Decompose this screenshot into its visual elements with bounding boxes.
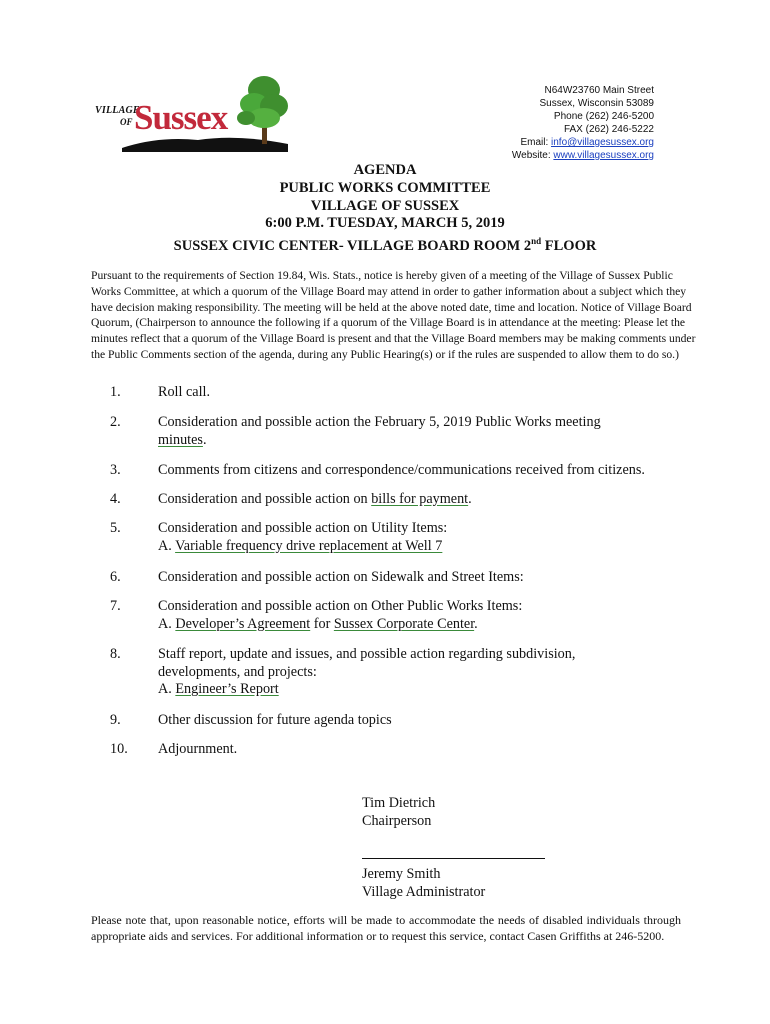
contact-website-row — [512, 149, 654, 162]
email-link[interactable]: info@villagesussex.org — [551, 137, 654, 148]
agenda-header — [0, 162, 770, 256]
contact-block — [512, 84, 654, 162]
corporate-center-link[interactable]: Sussex Corporate Center — [333, 615, 475, 632]
engineers-report-link[interactable]: Engineer’s Report — [175, 681, 279, 697]
header-village: VILLAGE OF SUSSEX — [310, 197, 460, 214]
header-datetime: 6:00 P.M. TUESDAY, MARCH 5, 2019 — [265, 215, 505, 232]
admin-title: Village Administrator — [362, 883, 486, 900]
contact-fax: FAX (262) 246-5222 — [563, 124, 654, 135]
website-link[interactable]: www.villagesussex.org — [553, 150, 654, 161]
well7-link[interactable]: Variable frequency drive replacement at Well 7 — [175, 537, 443, 554]
logo-village-text: VILLAGE — [95, 105, 140, 116]
admin-signature — [362, 866, 485, 901]
logo-of-text: OF — [120, 117, 133, 127]
chair-name: Tim Dietrich — [362, 795, 436, 811]
contact-email-row — [512, 136, 654, 149]
village-logo — [88, 74, 298, 156]
contact-address: N64W23760 Main Street — [544, 85, 654, 96]
chair-signature — [362, 795, 435, 830]
agenda-page: VILLAGE OF Sussex N64W23760 Main Street Sussex, Wisconsin 53089 Phone (262) 246-5200 FAX (262) 246-5222 Email: info@villagesussex.org Website: www.villagesussex.org AGENDA PUBLIC WORKS COMMITTEE VILLAGE OF SUSSEX 6:00 P.M. TUESDAY, MARCH 5, 2019 SUSSEX CIVIC CENTER- VILLAGE BOARD ROOM 2nd FLOOR Pursuant to the requirements of Section 19.84, Wis. Stats., notice is hereby given of a meeting of the Village of Sussex Public Works Committee, at which a quorum of the Village Board may attend in order to gather information about a subject which they have decision making responsibility. The meeting will be held at the above noted date, time and location. Notice of Village Board Quorum, (Chairperson to announce the following if a quorum of the Village Board is in attendance at the meeting: Please let the minutes reflect that a quorum of the Village Board is present and that the Village Board members may be making comments under the Public Comments section of the agenda, during any Public Hearing(s) or if the rules are suspended to allow them to do so.) 1. Roll call. 2. Consideration and possible action the February 5, 2019 Public Works meeting minutes. 3. Comments from citizens and correspondence/communications received from citizens. 4. Consideration and possible action on bills for payment. 5. Consideration and possible action on Utility Items: A. Variable frequency drive replacement at Well 7 6. Consideration and possible action on Sidewalk and Street Items: 7. Consideration and possible action on Other Public Works Items: A. Developer’s Agreement for Sussex Corporate Center. 8. Staff report, update and issues, and possible action regarding subdivision, developments, and projects: A. Engineer’s Report 9. Other discussion for future agenda topics 10. Adjournment. Tim Dietrich Chairperson Jeremy Smith Village Administrator Please note that, upon reasonable notice, efforts will be made to accommodate the needs of disabled individuals through appropriate aids and services. For additional information or to request this service, contact Casen Griffiths at 246-5200. — [0, 0, 770, 1024]
header-committee: PUBLIC WORKS COMMITTEE — [279, 179, 491, 196]
header-location: SUSSEX CIVIC CENTER- VILLAGE BOARD ROOM 2nd FLOOR — [173, 236, 597, 255]
header-agenda: AGENDA — [353, 162, 417, 178]
email-label: Email: — [520, 137, 549, 148]
intro-paragraph: Pursuant to the requirements of Section 19.84, Wis. Stats., notice is hereby given of a meeting of the Village of Sussex Public Works Committee, at which a quorum of the Village Board may attend in order to gather information about a subject which they have decision making responsibility. The meeting will be held at the above noted date, time and location. Notice of Village Board Quorum, (Chairperson to announce the following if a quorum of the Village Board is in attendance at the meeting: Please let the minutes reflect that a quorum of the Village Board is present and that the Village Board members may be making comments under the Public Comments section of the agenda, during any Public Hearing(s) or if the rules are suspended to allow them to do so.) — [91, 269, 696, 361]
signature-line — [362, 858, 545, 859]
minutes-link[interactable]: minutes — [158, 431, 203, 448]
admin-name: Jeremy Smith — [362, 866, 441, 882]
bills-link[interactable]: bills for payment — [371, 491, 469, 507]
contact-city: Sussex, Wisconsin 53089 — [539, 98, 654, 109]
chair-title: Chairperson — [362, 812, 432, 829]
developers-agreement-link[interactable]: Developer’s Agreement — [175, 615, 311, 632]
accessibility-note: Please note that, upon reasonable notice, efforts will be made to accommodate the needs of disabled individuals through appropriate aids and services. For additional information or to request this service, contact Casen Griffiths at 246-5200. — [91, 913, 681, 943]
contact-phone: Phone (262) 246-5200 — [553, 111, 654, 122]
logo-sussex-text: Sussex — [134, 98, 228, 137]
website-label: Website: — [511, 150, 551, 161]
